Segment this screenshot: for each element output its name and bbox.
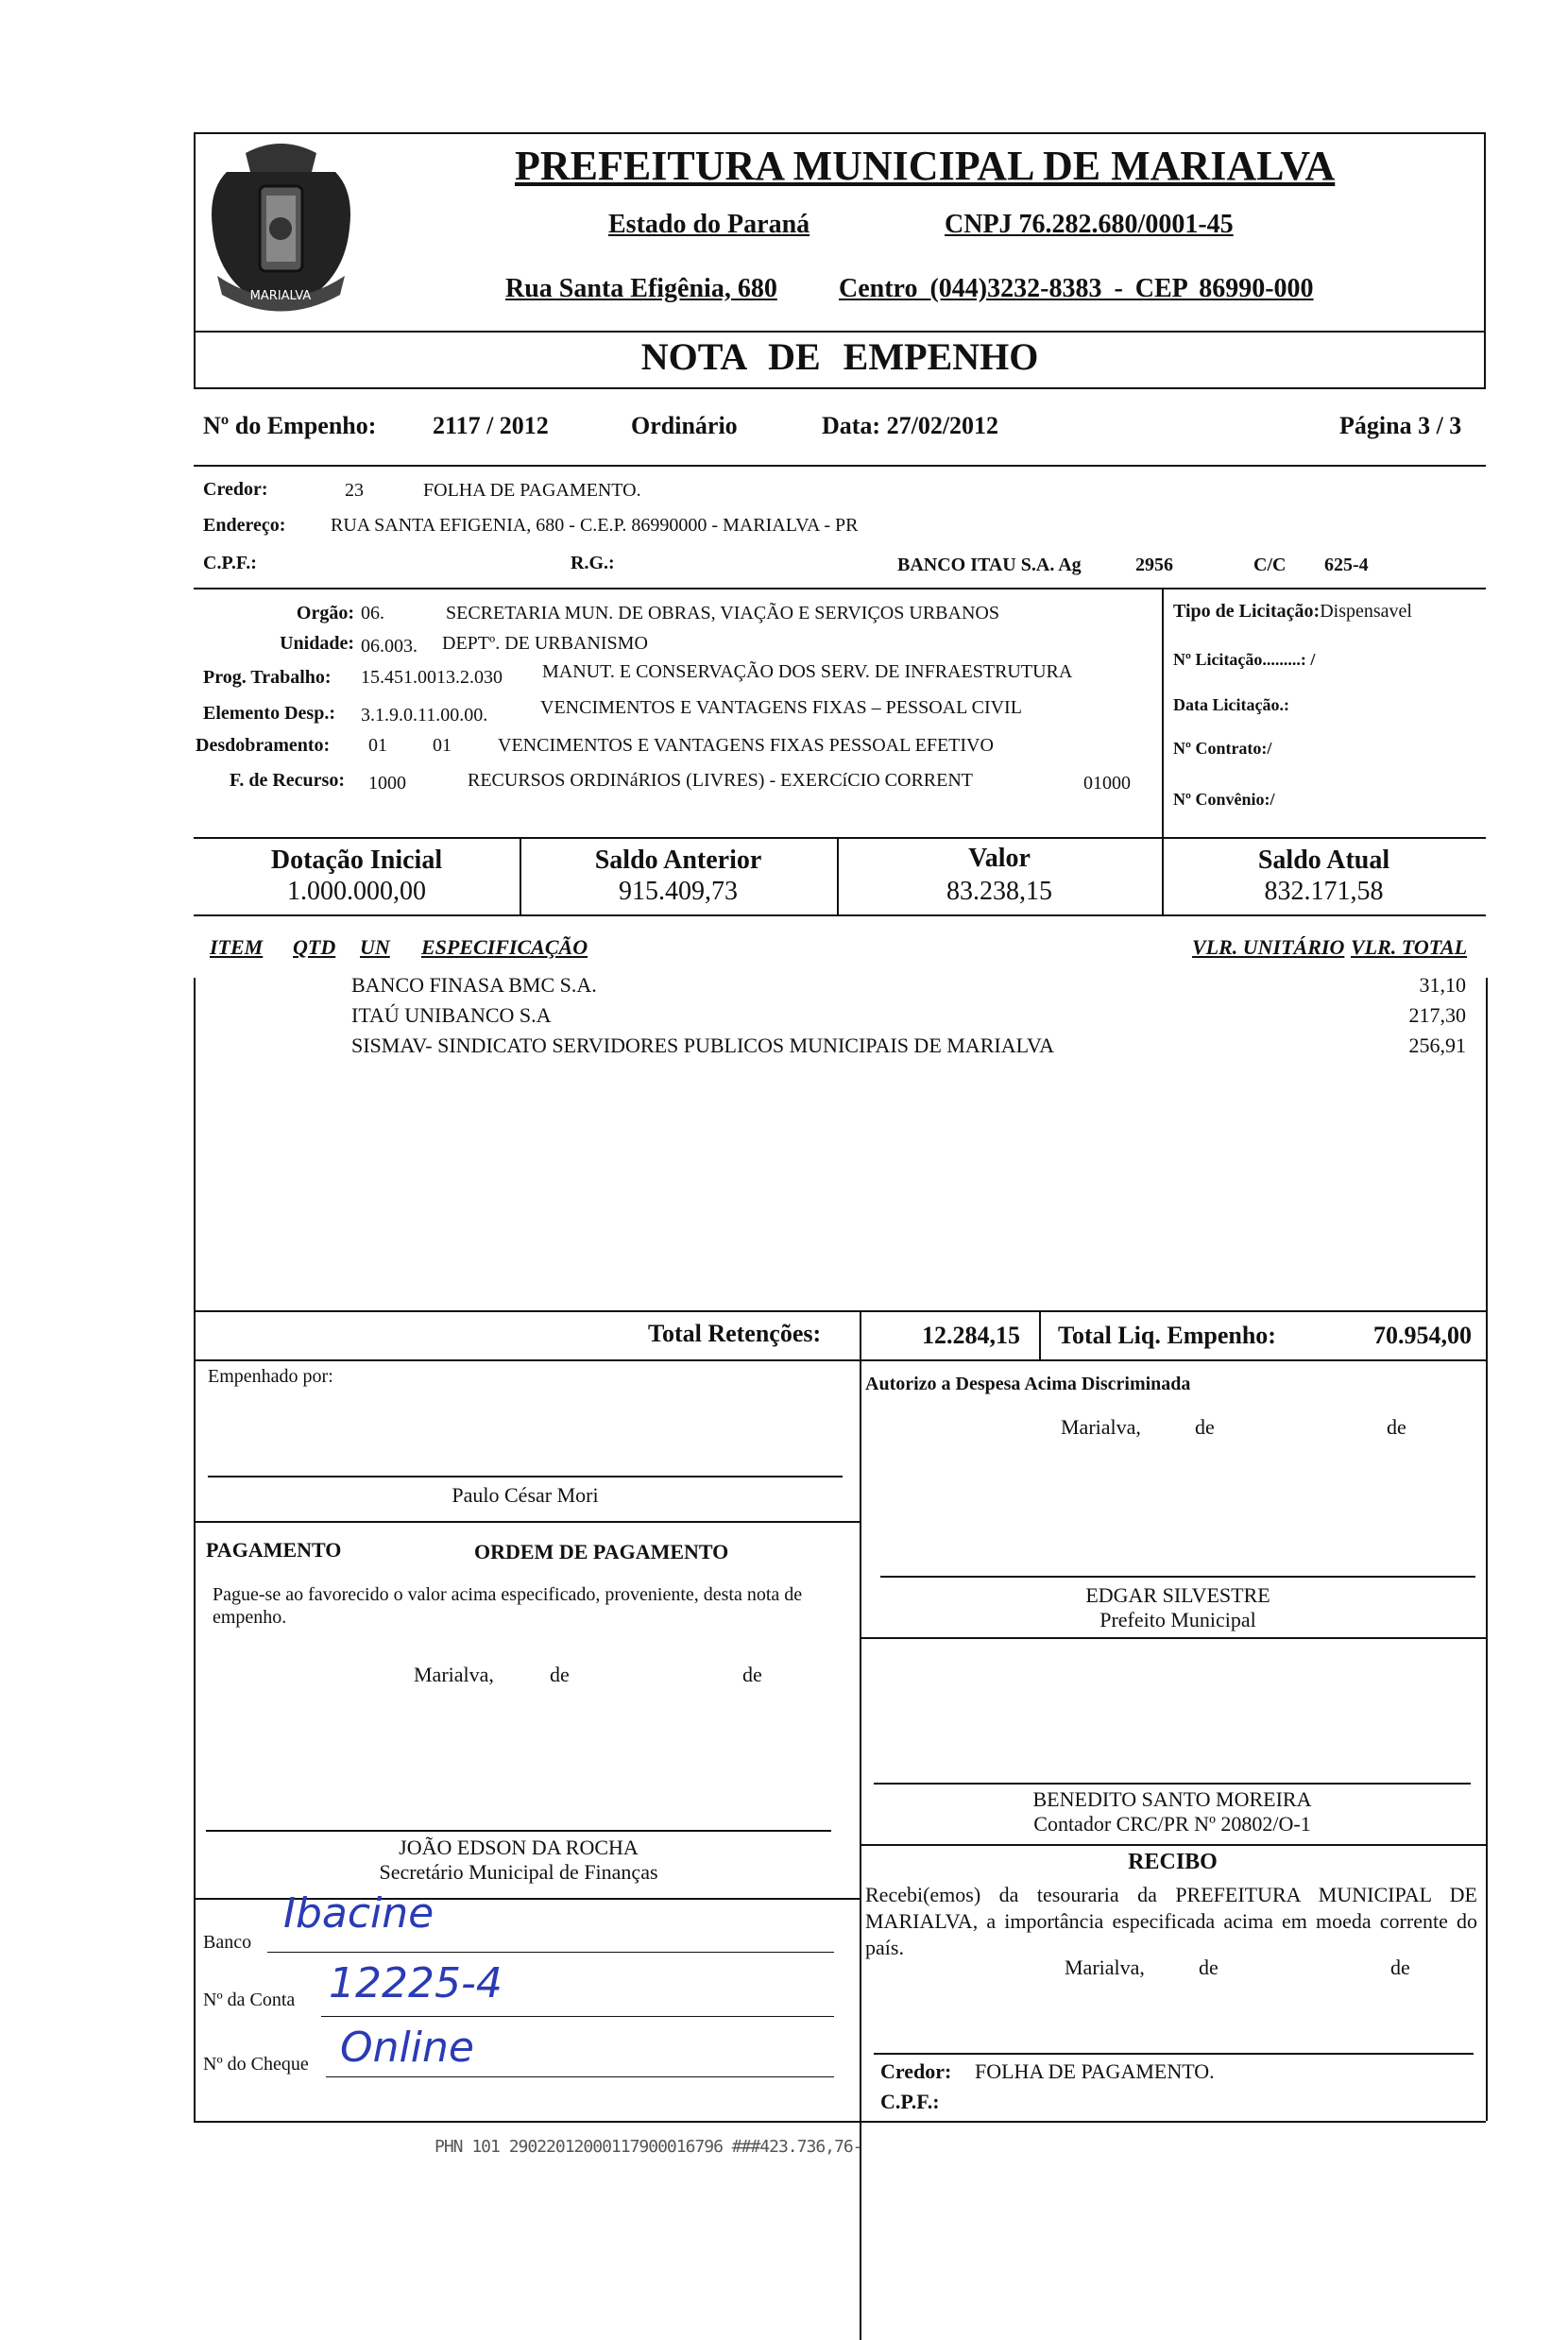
contador-sign-line (874, 1783, 1471, 1785)
cc-label: C/C (1253, 555, 1287, 575)
totais-sep-1 (860, 1310, 861, 2340)
recurso-desc: RECURSOS ORDINáRIOS (LIVRES) - EXERCíCIO CORRENT (468, 770, 974, 791)
state-name: Estado do Paraná (608, 210, 810, 239)
empenhado-nome: Paulo César Mori (452, 1483, 599, 1507)
banco-handwriting: Ibacine (283, 1889, 435, 1938)
orgao-desc: SECRETARIA MUN. DE OBRAS, VIAÇÃO E SERVIÇOS URBANOS (446, 603, 999, 623)
recurso-code: 1000 (368, 773, 406, 794)
unidade-label: Unidade: (280, 633, 354, 654)
secretario-sign-line (206, 1830, 831, 1832)
desdobramento-label: Desdobramento: (196, 735, 331, 756)
contador-cargo: Contador CRC/PR Nº 20802/O-1 (1033, 1812, 1311, 1836)
rg-label: R.G.: (571, 553, 615, 573)
credor-divider (194, 588, 1486, 589)
totais-bottom (194, 1359, 1486, 1361)
saldo-anterior-value: 915.409,73 (619, 877, 738, 906)
licitacao-numero: Nº Licitação.........: / (1173, 650, 1316, 669)
document-title: NOTA DE EMPENHO (640, 335, 1039, 378)
col-un: UN (360, 935, 390, 959)
orcamento-divider (194, 837, 1486, 839)
cnpj: CNPJ 76.282.680/0001-45 (945, 210, 1234, 239)
banco-line (267, 1952, 834, 1953)
autorizo-de2: de (1387, 1415, 1406, 1439)
empenho-divider (194, 465, 1486, 467)
desdobramento-code2: 01 (433, 735, 452, 756)
unidade-desc: DEPTº. DE URBANISMO (442, 633, 648, 654)
licitacao-tipo-label: Tipo de Licitação: (1173, 601, 1321, 622)
ordem-pagamento: ORDEM DE PAGAMENTO (474, 1540, 729, 1563)
list-item (351, 973, 1466, 998)
cheque-handwriting: Online (340, 2024, 474, 2072)
pagamento-label: PAGAMENTO (206, 1538, 342, 1562)
prog-label: Prog. Trabalho: (203, 667, 332, 688)
prefeito-nome: EDGAR SILVESTRE (1085, 1583, 1270, 1607)
saldo-atual-value: 832.171,58 (1264, 877, 1384, 906)
conta-handwriting: 12225-4 (329, 1959, 503, 2007)
dotacao-value: 1.000.000,00 (287, 877, 426, 906)
unidade-code: 06.003. (361, 636, 418, 657)
municipality-title: PREFEITURA MUNICIPAL DE MARIALVA (515, 143, 1336, 189)
col-qtd: QTD (293, 935, 336, 959)
col-especificacao: ESPECIFICAÇÃO (421, 935, 588, 959)
autorizo-local: Marialva, (1061, 1415, 1141, 1439)
municipal-crest (198, 134, 364, 323)
elemento-code: 3.1.9.0.11.00.00. (361, 705, 488, 726)
prog-code: 15.451.0013.2.030 (361, 667, 503, 688)
saldo-anterior-label: Saldo Anterior (594, 845, 762, 875)
orgao-code: 06. (361, 603, 384, 623)
secretario-cargo: Secretário Municipal de Finanças (379, 1860, 658, 1884)
machine-print-footer: PHN 101 29022012000117900016796 ###423.736,76- (435, 2137, 862, 2157)
total-retencoes-label: Total Retenções: (648, 1320, 822, 1347)
recibo-de1: de (1199, 1956, 1219, 1979)
empenhado-label: Empenhado por: (208, 1366, 333, 1387)
cheque-label: Nº do Cheque (203, 2054, 309, 2075)
licitacao-divider (1162, 588, 1164, 837)
saldo-atual-label: Saldo Atual (1257, 845, 1390, 875)
desdobramento-code1: 01 (368, 735, 387, 756)
total-liq: 70.954,00 (1373, 1322, 1472, 1349)
pagamento-de1: de (550, 1663, 570, 1686)
prefeito-bottom (860, 1637, 1486, 1639)
contador-nome: BENEDITO SANTO MOREIRA (1032, 1787, 1312, 1811)
item-desc: ITAÚ UNIBANCO S.A (351, 1003, 552, 1027)
item-total: 217,30 (1408, 1003, 1466, 1027)
total-liq-label: Total Liq. Empenho: (1058, 1322, 1276, 1349)
valor-label: Valor (968, 844, 1031, 873)
pagamento-texto: Pague-se ao favorecido o valor acima especificado, proveniente, desta nota de empenho. (213, 1584, 803, 1628)
conta-line (321, 2016, 834, 2017)
banco-label: Banco (203, 1932, 252, 1953)
cc-number: 625-4 (1324, 555, 1369, 575)
recibo-credor-label: Credor: (880, 2059, 952, 2083)
recibo-texto: Recebi(emos) da tesouraria da PREFEITURA MUNICIPAL DE MARIALVA, a importância especificada acima em moeda corrente do país. (865, 1883, 1477, 1959)
licitacao-data: Data Licitação.: (1173, 695, 1289, 714)
dotacao-label: Dotação Inicial (270, 845, 443, 875)
total-retencoes: 12.284,15 (922, 1322, 1020, 1349)
address-street: Rua Santa Efigênia, 680 (505, 274, 777, 303)
elemento-desc: VENCIMENTOS E VANTAGENS FIXAS – PESSOAL CIVIL (540, 697, 1022, 718)
prefeito-sign-line (880, 1576, 1475, 1578)
list-item (351, 1033, 1466, 1058)
valor-value: 83.238,15 (946, 877, 1052, 906)
recibo-de2: de (1390, 1956, 1410, 1979)
crest-label: MARIALVA (249, 289, 312, 303)
credor-sign-line (874, 2053, 1474, 2055)
address-contact: Centro (044)3232-8383 - CEP 86990-000 (839, 274, 1314, 303)
endereco-label: Endereço: (203, 515, 286, 536)
itens-right-border (1486, 978, 1488, 2121)
empenho-number-label: Nº do Empenho: (203, 412, 377, 439)
credor-code: 23 (345, 480, 364, 501)
crest-icon (198, 134, 364, 323)
pagamento-top (194, 1521, 860, 1523)
empenho-number: 2117 / 2012 (433, 412, 549, 439)
page-number: Página 3 / 3 (1339, 412, 1462, 439)
licitacao-tipo (1173, 601, 1412, 623)
saldos-divider (194, 914, 1486, 916)
recibo-top (860, 1844, 1486, 1846)
pagamento-local: Marialva, (414, 1663, 494, 1686)
licitacao-tipo-value: Dispensavel (1320, 601, 1412, 622)
recibo-credor: FOLHA DE PAGAMENTO. (975, 2059, 1215, 2083)
recurso-label: F. de Recurso: (229, 770, 345, 791)
recurso-code2: 01000 (1083, 773, 1131, 794)
totais-sep-2 (1039, 1310, 1041, 1359)
col-item: ITEM (210, 935, 264, 959)
credor-name: FOLHA DE PAGAMENTO. (423, 480, 641, 501)
bank-agency: 2956 (1135, 555, 1173, 575)
desdobramento-desc: VENCIMENTOS E VANTAGENS FIXAS PESSOAL EFETIVO (498, 735, 994, 756)
convenio: Nº Convênio:/ (1173, 790, 1275, 809)
pagamento-de2: de (742, 1663, 762, 1686)
prefeito-cargo: Prefeito Municipal (1099, 1608, 1256, 1631)
recibo-cpf-label: C.P.F.: (880, 2090, 940, 2113)
prog-desc: MANUT. E CONSERVAÇÃO DOS SERV. DE INFRAESTRUTURA (542, 661, 1073, 682)
itens-left-border (194, 978, 196, 2121)
elemento-label: Elemento Desp.: (203, 703, 335, 724)
col-vlr-unitario: VLR. UNITÁRIO (1192, 935, 1345, 959)
item-desc: BANCO FINASA BMC S.A. (351, 973, 597, 997)
col-vlr-total: VLR. TOTAL (1351, 935, 1468, 959)
form-bottom (194, 2121, 1486, 2123)
item-desc: SISMAV- SINDICATO SERVIDORES PUBLICOS MUNICIPAIS DE MARIALVA (351, 1033, 1054, 1057)
cpf-label: C.P.F.: (203, 553, 257, 573)
contrato: Nº Contrato:/ (1173, 739, 1272, 758)
empenho-date: Data: 27/02/2012 (822, 412, 999, 439)
recibo-local: Marialva, (1065, 1956, 1145, 1979)
orgao-label: Orgão: (296, 603, 354, 623)
secretario-nome: JOÃO EDSON DA ROCHA (399, 1836, 639, 1859)
autorizo-text: Autorizo a Despesa Acima Discriminada (865, 1374, 1191, 1394)
credor-label: Credor: (203, 479, 268, 500)
header-divider (194, 331, 1486, 333)
recibo-title: RECIBO (1128, 1850, 1218, 1874)
endereco: RUA SANTA EFIGENIA, 680 - C.E.P. 86990000 - MARIALVA - PR (331, 515, 859, 536)
totais-top (194, 1310, 1486, 1312)
item-total: 256,91 (1408, 1033, 1466, 1057)
conta-label: Nº da Conta (203, 1990, 296, 2010)
bank-name: BANCO ITAU S.A. Ag (897, 555, 1082, 575)
autorizo-de1: de (1195, 1415, 1215, 1439)
item-total: 31,10 (1419, 973, 1466, 997)
empenhado-sign-line (208, 1476, 843, 1477)
list-item (351, 1003, 1466, 1028)
cheque-line (326, 2076, 834, 2077)
empenho-type: Ordinário (631, 412, 738, 439)
